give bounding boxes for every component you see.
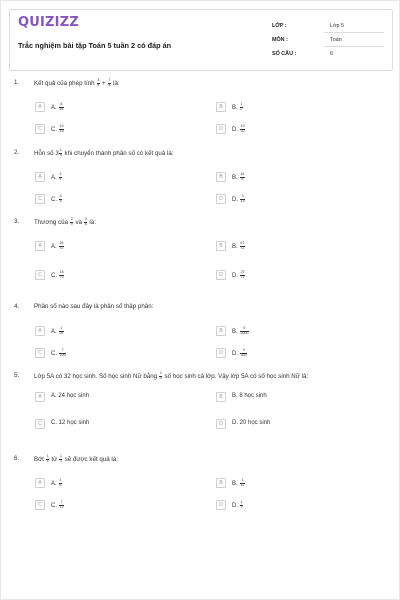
answer-checkbox[interactable]: C: [35, 270, 45, 280]
fraction-denominator: 9: [70, 221, 73, 226]
answer-label: A.: [51, 328, 59, 335]
answer-text: [51, 103, 64, 112]
meta-value: 6: [330, 51, 333, 57]
fraction-denominator: 8: [108, 82, 111, 87]
meta-key: SỐ CÂU :: [272, 51, 297, 57]
answer-text: [232, 349, 248, 358]
answer-text: [51, 242, 64, 251]
fraction-numerator: 15: [59, 270, 64, 274]
answer-text: [51, 393, 89, 399]
answer-label: D.: [232, 272, 240, 279]
answer-label: A. 24 học sinh: [51, 393, 90, 399]
fraction: [59, 479, 62, 488]
fraction-denominator: 6: [59, 482, 62, 487]
answer-label: B.: [232, 104, 240, 111]
answer-label: C. 12 học sinh: [51, 420, 90, 426]
answer-checkbox[interactable]: C: [35, 348, 45, 358]
fraction-numerator: 7: [59, 349, 66, 354]
answer-text: [51, 271, 65, 280]
question-text-segment: và: [73, 218, 84, 226]
answer-label: D.: [232, 126, 240, 133]
answer-text: [232, 173, 245, 182]
meta-value: Toán: [330, 37, 342, 43]
fraction-denominator: 72: [240, 274, 245, 279]
fraction-numerator: 1: [59, 148, 62, 152]
question-text-segment: Thương của: [34, 218, 70, 226]
answer-checkbox[interactable]: D: [216, 124, 226, 134]
worksheet-header: [9, 9, 393, 71]
fraction: [240, 327, 249, 336]
fraction-denominator: 16: [59, 128, 64, 133]
question-number: 4.: [14, 303, 20, 310]
question-text-segment: số học sinh cả lớp. Vậy lớp 5A có số học sinh Nữ là:: [162, 372, 309, 380]
fraction: [59, 125, 64, 134]
fraction: [59, 501, 64, 510]
fraction: [240, 125, 245, 134]
question-number: 3.: [14, 218, 20, 225]
answer-label: C.: [51, 126, 59, 133]
fraction-denominator: 100: [59, 352, 66, 357]
fraction: [240, 195, 245, 204]
fraction-numerator: 3: [59, 172, 62, 176]
fraction-numerator: 3: [84, 217, 87, 221]
fraction-denominator: 7: [240, 504, 243, 509]
answer-label: C.: [51, 272, 59, 279]
answer-checkbox[interactable]: C: [35, 194, 45, 204]
meta-row-question-count: [272, 47, 384, 61]
answer-checkbox[interactable]: B: [216, 102, 226, 112]
answer-checkbox[interactable]: B: [216, 241, 226, 251]
fraction-numerator: 10: [240, 124, 245, 128]
fraction: [59, 103, 64, 112]
question-number: 2.: [14, 149, 20, 156]
question-text: [34, 303, 153, 310]
answer-text: [51, 327, 64, 336]
answer-label: D.: [232, 196, 240, 203]
answer-label: C.: [51, 196, 59, 203]
answer-text: [51, 173, 62, 182]
question-text-segment: từ: [49, 455, 59, 463]
meta-row-subject: [272, 33, 384, 47]
fraction: [240, 103, 243, 112]
answer-checkbox[interactable]: C: [35, 500, 45, 510]
question-text-segment: là:: [87, 218, 96, 226]
answer-checkbox[interactable]: D: [216, 419, 226, 429]
fraction-denominator: 72: [59, 274, 64, 279]
answer-label: B.: [232, 328, 240, 335]
question-text-segment: là:: [111, 79, 120, 87]
question-text-segment: Lớp 5A có 32 học sinh. Số học sinh Nữ bằng: [34, 372, 159, 380]
answer-label: A.: [51, 243, 59, 250]
answer-text: [232, 327, 249, 336]
fraction-numerator: 1: [240, 102, 243, 106]
fraction: [59, 173, 62, 182]
answer-checkbox[interactable]: D: [216, 194, 226, 204]
fraction-numerator: 3: [241, 194, 244, 198]
answer-checkbox[interactable]: D: [216, 348, 226, 358]
fraction-denominator: 5: [59, 198, 62, 203]
fraction-denominator: 2: [240, 106, 243, 111]
answer-text: [232, 125, 246, 134]
fraction-denominator: 5: [59, 152, 62, 157]
answer-text: [51, 501, 65, 510]
worksheet-meta: [272, 19, 384, 61]
question-text: [34, 79, 120, 88]
fraction-denominator: 8: [84, 221, 87, 226]
answer-text: [232, 393, 267, 399]
fraction-denominator: 8: [97, 82, 100, 87]
question-text: [34, 455, 118, 464]
fraction-denominator: 4: [46, 458, 49, 463]
question-text-segment: +: [100, 79, 108, 87]
fraction-denominator: 2000: [240, 330, 249, 335]
fraction-denominator: 3: [59, 458, 62, 463]
question-text: [34, 149, 174, 158]
fraction-numerator: 1: [60, 326, 63, 330]
answer-checkbox[interactable]: B: [216, 326, 226, 336]
fraction-numerator: 7: [60, 500, 63, 504]
fraction-denominator: 300: [240, 352, 247, 357]
fraction-denominator: 72: [240, 245, 245, 250]
answer-label: A.: [51, 174, 59, 181]
fraction: [240, 349, 247, 358]
fraction: [240, 173, 245, 182]
fraction-numerator: 16: [240, 172, 245, 176]
quizizz-logo: QUIZIZZ: [18, 15, 79, 30]
answer-text: [232, 271, 246, 280]
meta-key: LỚP :: [272, 23, 287, 29]
answer-label: D.: [232, 502, 240, 509]
answer-text: [51, 420, 89, 426]
answer-checkbox[interactable]: A: [35, 392, 45, 402]
answer-label: A.: [51, 104, 59, 111]
meta-row-class: [272, 19, 384, 33]
fraction-numerator: 1: [240, 500, 243, 504]
answer-label: B.: [232, 243, 240, 250]
question-text: [34, 372, 308, 381]
answer-checkbox[interactable]: C: [35, 124, 45, 134]
answer-label: B.: [232, 480, 240, 487]
fraction-numerator: 3: [97, 78, 100, 82]
question-number: 1.: [14, 79, 20, 86]
answer-checkbox[interactable]: B: [216, 478, 226, 488]
fraction-numerator: 7: [108, 78, 111, 82]
fraction: [240, 242, 245, 251]
answer-label: D.: [232, 350, 240, 357]
question-text-segment: Kết quả của phép tính: [34, 79, 97, 87]
answer-text: [232, 195, 246, 204]
fraction-denominator: 72: [59, 245, 64, 250]
fraction: [59, 271, 64, 280]
fraction-numerator: 1: [241, 478, 244, 482]
answer-label: B.: [232, 174, 240, 181]
answer-label: A.: [51, 480, 59, 487]
fraction-numerator: 1: [159, 371, 162, 375]
fraction-numerator: 67: [240, 241, 245, 245]
answer-text: [51, 479, 62, 488]
answer-checkbox[interactable]: D: [216, 270, 226, 280]
fraction-numerator: 4: [59, 194, 62, 198]
answer-text: [51, 195, 63, 204]
answer-text: [51, 125, 65, 134]
answer-checkbox[interactable]: D: [216, 500, 226, 510]
fraction-denominator: 32: [240, 128, 245, 133]
question-text-segment: khi chuyển thành phân số có kết quả là:: [62, 149, 174, 157]
fraction-numerator: 1: [59, 454, 62, 458]
answer-checkbox[interactable]: B: [216, 392, 226, 402]
fraction-denominator: 12: [59, 504, 64, 509]
fraction-denominator: 15: [240, 198, 245, 203]
answer-checkbox[interactable]: A: [35, 326, 45, 336]
answer-label: C.: [51, 502, 59, 509]
fraction-numerator: 2: [70, 217, 73, 221]
fraction: [240, 479, 245, 488]
answer-text: [51, 349, 67, 358]
fraction-denominator: 5: [59, 176, 62, 181]
question-text-segment: Phân số nào sau đây là phân số thập phân:: [34, 303, 154, 310]
fraction: [59, 242, 64, 251]
answer-label: D. 20 học sinh: [232, 420, 271, 426]
answer-text: [232, 501, 244, 510]
question-number: 6.: [14, 455, 20, 462]
answer-checkbox[interactable]: A: [35, 102, 45, 112]
question-text-segment: Bớt: [34, 455, 46, 463]
fraction-denominator: 4: [159, 375, 162, 380]
fraction: [240, 501, 243, 510]
fraction-numerator: 27: [240, 270, 245, 274]
worksheet-title: Trắc nghiệm bài tập Toán 5 tuần 2 có đáp án: [18, 41, 172, 50]
answer-label: B. 8 học sinh: [232, 393, 267, 399]
fraction-numerator: 10: [59, 124, 64, 128]
answer-text: [232, 103, 243, 112]
answer-text: [232, 242, 245, 251]
answer-checkbox[interactable]: B: [216, 172, 226, 182]
fraction-numerator: 9: [240, 349, 247, 354]
fraction-denominator: 5: [241, 176, 244, 181]
answer-checkbox[interactable]: A: [35, 478, 45, 488]
fraction: [59, 327, 64, 336]
question-text: [34, 218, 96, 227]
meta-key: MÔN :: [272, 37, 288, 43]
fraction: [240, 271, 245, 280]
fraction-denominator: 16: [59, 106, 64, 111]
answer-checkbox[interactable]: A: [35, 172, 45, 182]
fraction: [59, 195, 62, 204]
fraction-numerator: 8: [60, 102, 63, 106]
answer-label: C.: [51, 350, 59, 357]
answer-checkbox[interactable]: C: [35, 419, 45, 429]
answer-text: [232, 420, 270, 426]
fraction-numerator: 1: [46, 454, 49, 458]
fraction-numerator: 16: [59, 241, 64, 245]
answer-text: [232, 479, 245, 488]
question-text-segment: sẽ được kết quả là:: [62, 455, 118, 463]
meta-value: Lớp 5: [330, 23, 345, 29]
fraction: [59, 349, 66, 358]
fraction-denominator: 12: [240, 482, 245, 487]
fraction-numerator: 1: [59, 478, 62, 482]
fraction-numerator: 5: [240, 327, 249, 332]
fraction-denominator: 25: [59, 330, 64, 335]
answer-checkbox[interactable]: A: [35, 241, 45, 251]
question-number: 5.: [14, 372, 20, 379]
question-text-segment: Hỗn số 3: [34, 149, 59, 157]
